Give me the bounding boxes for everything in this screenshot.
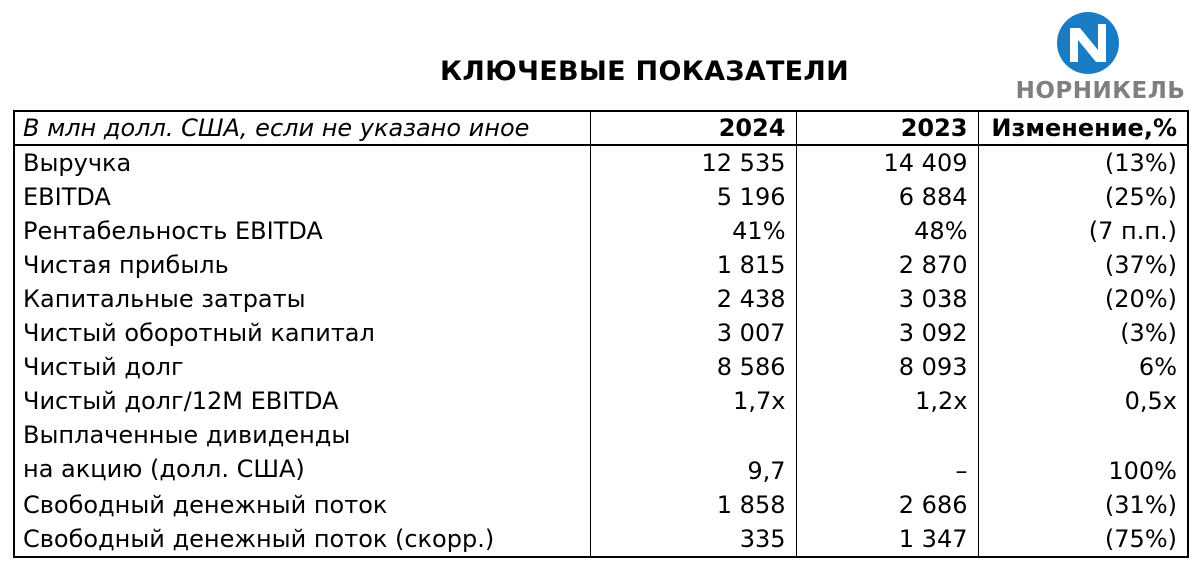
row-label: Выручка	[14, 145, 590, 180]
value-2024: 1 858	[590, 488, 796, 522]
value-change: (25%)	[978, 180, 1188, 214]
value-2024: 12 535	[590, 145, 796, 180]
value-2024: 1 815	[590, 248, 796, 282]
value-2023: 3 038	[796, 282, 978, 316]
row-label: Чистый оборотный капитал	[14, 316, 590, 350]
value-2024: 5 196	[590, 180, 796, 214]
value-change: 0,5x	[978, 384, 1188, 418]
value-2023: 2 870	[796, 248, 978, 282]
column-header-label: В млн долл. США, если не указано иное	[14, 111, 590, 145]
value-2023: 1 347	[796, 522, 978, 557]
value-change: (31%)	[978, 488, 1188, 522]
logo-text: НОРНИКЕЛЬ	[1015, 78, 1186, 104]
row-label: Свободный денежный поток	[14, 488, 590, 522]
row-label: EBITDA	[14, 180, 590, 214]
value-2023: 6 884	[796, 180, 978, 214]
value-change: (13%)	[978, 145, 1188, 180]
table-row	[14, 522, 1188, 557]
value-change: (20%)	[978, 282, 1188, 316]
table-row	[14, 145, 1188, 180]
value-2023: 1,2x	[796, 384, 978, 418]
table-row	[14, 350, 1188, 384]
row-label: Чистая прибыль	[14, 248, 590, 282]
table-row	[14, 214, 1188, 248]
page-title: КЛЮЧЕВЫЕ ПОКАЗАТЕЛИ	[440, 56, 850, 87]
row-label	[14, 418, 590, 488]
value-2023: 48%	[796, 214, 978, 248]
value-change: 100%	[978, 418, 1188, 488]
value-change: (75%)	[978, 522, 1188, 557]
value-2023: 3 092	[796, 316, 978, 350]
row-label: Свободный денежный поток (скорр.)	[14, 522, 590, 557]
table-row	[14, 384, 1188, 418]
value-change: (7 п.п.)	[978, 214, 1188, 248]
table-row	[14, 282, 1188, 316]
table-row	[14, 418, 1188, 488]
value-2024: 41%	[590, 214, 796, 248]
row-label: Рентабельность EBITDA	[14, 214, 590, 248]
row-label-line2: на акцию (долл. США)	[23, 455, 305, 483]
key-indicators-table	[13, 110, 1189, 558]
table-header-row	[14, 111, 1188, 145]
table-row	[14, 248, 1188, 282]
column-header-change: Изменение,%	[978, 111, 1188, 145]
value-2023: 8 093	[796, 350, 978, 384]
table-row	[14, 316, 1188, 350]
value-change: (3%)	[978, 316, 1188, 350]
nornickel-logo	[1008, 10, 1193, 105]
value-2024: 2 438	[590, 282, 796, 316]
value-2024: 335	[590, 522, 796, 557]
row-label-line1: Выплаченные дивиденды	[23, 421, 351, 449]
value-2024: 9,7	[590, 418, 796, 488]
table-row	[14, 488, 1188, 522]
value-2024: 1,7x	[590, 384, 796, 418]
table-row	[14, 180, 1188, 214]
row-label: Чистый долг	[14, 350, 590, 384]
value-2024: 3 007	[590, 316, 796, 350]
value-2023: 14 409	[796, 145, 978, 180]
value-2023: 2 686	[796, 488, 978, 522]
value-change: 6%	[978, 350, 1188, 384]
row-label: Чистый долг/12M EBITDA	[14, 384, 590, 418]
value-2023: –	[796, 418, 978, 488]
nornickel-logo-icon	[1048, 10, 1148, 76]
column-header-2023: 2023	[796, 111, 978, 145]
value-change: (37%)	[978, 248, 1188, 282]
row-label: Капитальные затраты	[14, 282, 590, 316]
column-header-2024: 2024	[590, 111, 796, 145]
value-2024: 8 586	[590, 350, 796, 384]
